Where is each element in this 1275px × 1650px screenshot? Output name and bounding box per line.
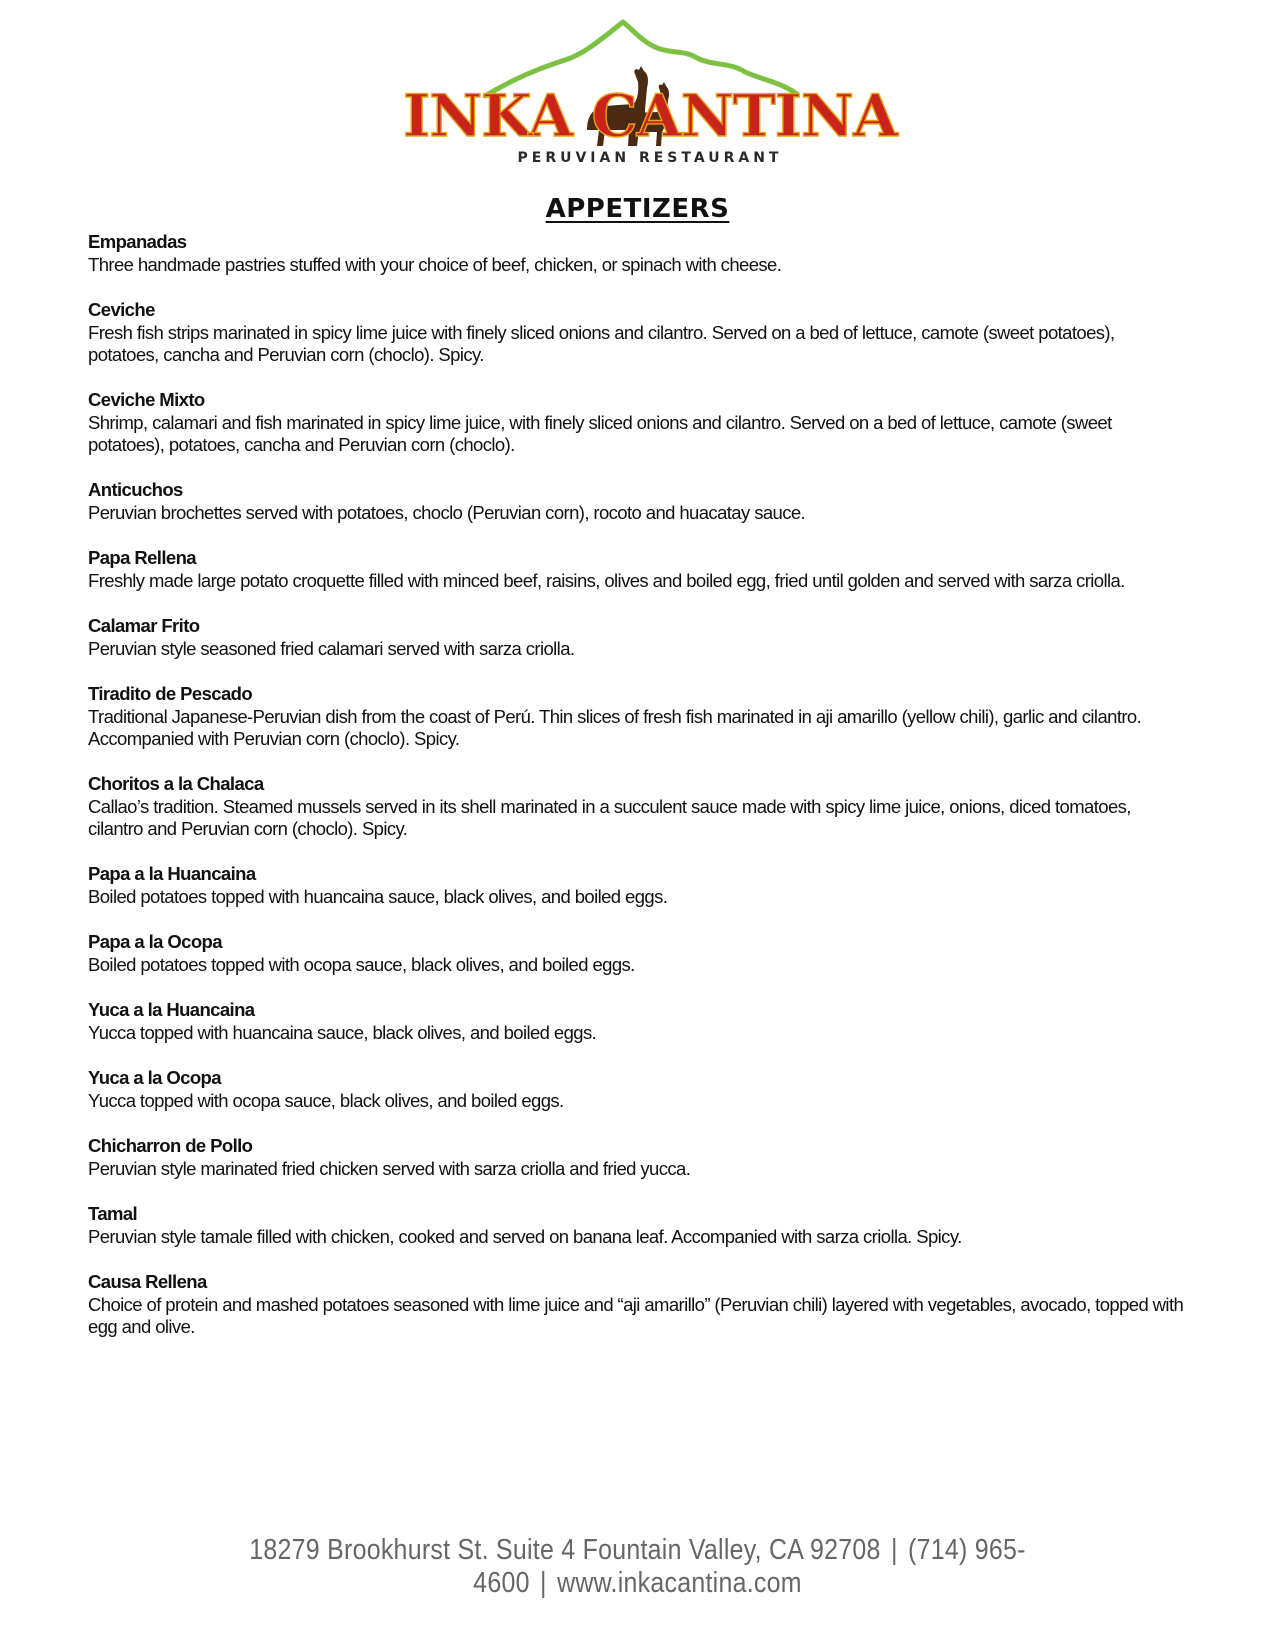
menu-item-description: Freshly made large potato croquette filled with minced beef, raisins, olives and boiled egg, fried until golden and served with sarza criolla. [88,570,1125,591]
menu-item-description: Peruvian style seasoned fried calamari served with sarza criolla. [88,638,575,659]
menu-item [88,930,1188,976]
menu-item-description: Boiled potatoes topped with ocopa sauce, black olives, and boiled eggs. [88,954,635,975]
menu-item [88,1134,1188,1180]
menu-item [88,546,1188,592]
menu-item-description: Fresh fish strips marinated in spicy lime juice with finely sliced onions and cilantro. Served on a bed of lettuce, camote (sweet potatoes), potatoes, cancha and Peruvian corn (choclo). Spicy. [88,322,1115,365]
appetizer-list [88,230,1188,1360]
menu-item-name: Papa a la Huancaina [88,863,256,884]
menu-item [88,1270,1188,1338]
menu-item [88,298,1188,366]
menu-item-name: Tamal [88,1203,138,1224]
menu-item-description: Peruvian style marinated fried chicken served with sarza criolla and fried yucca. [88,1158,691,1179]
menu-item-name: Ceviche Mixto [88,389,205,410]
menu-item [88,478,1188,524]
menu-item-name: Tiradito de Pescado [88,683,253,704]
footer-website[interactable]: www.inkacantina.com [557,1567,802,1599]
menu-item-name: Empanadas [88,231,187,252]
footer-address: 18279 Brookhurst St. Suite 4 Fountain Valley, CA 92708 [249,1534,881,1566]
menu-item-description: Peruvian style tamale filled with chicken, cooked and served on banana leaf. Accompanied with sarza criolla. Spicy. [88,1226,962,1247]
menu-item-description: Boiled potatoes topped with huancaina sauce, black olives, and boiled eggs. [88,886,668,907]
menu-item [88,862,1188,908]
menu-item-name: Calamar Frito [88,615,200,636]
menu-item-description: Callao’s tradition. Steamed mussels served in its shell marinated in a succulent sauce made with spicy lime juice, onions, diced tomatoes, cilantro and Peruvian corn (choclo). Spicy. [88,796,1131,839]
menu-item [88,230,1188,276]
footer-separator: | [890,1534,898,1566]
menu-item-name: Choritos a la Chalaca [88,773,264,794]
menu-item-description: Shrimp, calamari and fish marinated in spicy lime juice, with finely sliced onions and cilantro. Served on a bed of lettuce, camote (sweet potatoes), potatoes, cancha and Peruvian corn (choclo). [88,412,1112,455]
menu-item-description: Three handmade pastries stuffed with your choice of beef, chicken, or spinach with cheese. [88,254,782,275]
logo-wordmark: INKA CANTINA [403,82,897,150]
menu-item-name: Ceviche [88,299,155,320]
menu-item [88,998,1188,1044]
menu-item [88,772,1188,840]
menu-item [88,388,1188,456]
menu-item-description: Yucca topped with ocopa sauce, black olives, and boiled eggs. [88,1090,564,1111]
menu-item [88,1202,1188,1248]
section-title: APPETIZERS [545,194,730,224]
menu-item [88,682,1188,750]
footer-separator: | [540,1567,547,1599]
logo-subtitle: PERUVIAN RESTAURANT [517,150,783,166]
menu-item-description: Yucca topped with huancaina sauce, black olives, and boiled eggs. [88,1022,597,1043]
menu-item-name: Yuca a la Ocopa [88,1067,221,1088]
menu-item-name: Anticuchos [88,479,183,500]
menu-item-name: Causa Rellena [88,1271,207,1292]
menu-item-description: Peruvian brochettes served with potatoes, choclo (Peruvian corn), rocoto and huacatay sauce. [88,502,806,523]
menu-item-name: Yuca a la Huancaina [88,999,255,1020]
menu-item-description: Traditional Japanese-Peruvian dish from the coast of Perú. Thin slices of fresh fish marinated in aji amarillo (yellow chili), garlic and cilantro. Accompanied with Peruvian corn (choclo). Spicy. [88,706,1142,749]
menu-item-name: Chicharron de Pollo [88,1135,253,1156]
footer-contact [89,1534,1186,1600]
menu-item [88,1066,1188,1112]
menu-item-description: Choice of protein and mashed potatoes seasoned with lime juice and “aji amarillo” (Peruvian chili) layered with vegetables, avocado, topped with egg and olive. [88,1294,1184,1337]
menu-item-name: Papa Rellena [88,547,196,568]
menu-item-name: Papa a la Ocopa [88,931,222,952]
restaurant-logo [403,18,897,178]
footer-phone: (714) 965-4600 [473,1534,1026,1599]
logo-graphic [403,18,897,178]
menu-item [88,614,1188,660]
